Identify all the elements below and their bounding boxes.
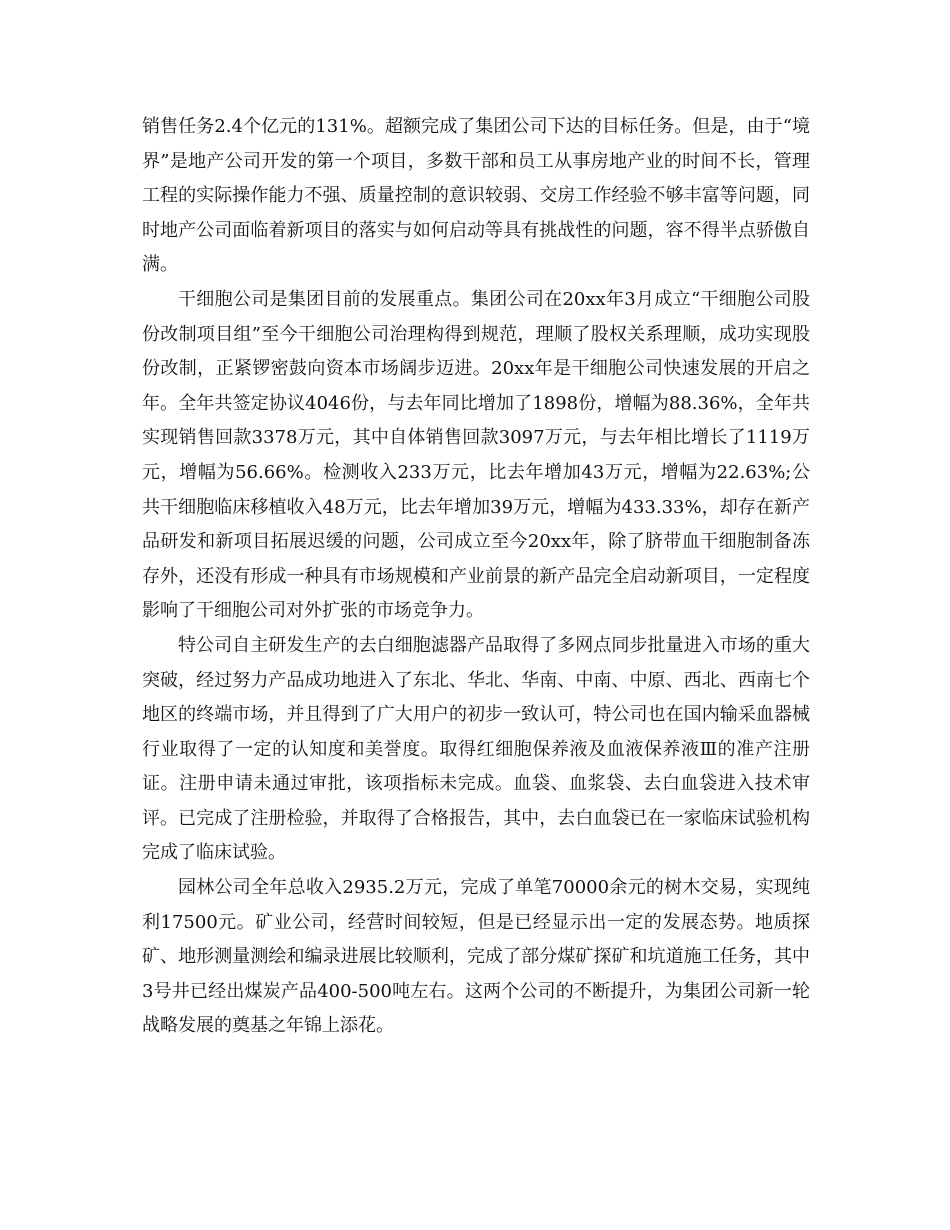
paragraph-1: 销售任务2.4个亿元的131%。超额完成了集团公司下达的目标任务。但是，由于“境界”是地产公司开发的第一个项目，多数干部和员工从事房地产业的时间不长，管理工程的实际操作能力不强、质量控制的意识较弱、交房工作经验不够丰富等问题，同时地产公司面临着新项目的落实与如何启动等具有挑战性的问题，容不得半点骄傲自满。 bbox=[142, 116, 810, 276]
paragraph-2: 干细胞公司是集团目前的发展重点。集团公司在20xx年3月成立“干细胞公司股份改制项目组”至今干细胞公司治理构得到规范，理顺了股权关系理顺，成功实现股份改制，正紧锣密鼓向资本市场阔步迈进。20xx年是干细胞公司快速发展的开启之年。全年共签定协议4046份，与去年同比增加了1898份，增幅为88.36%，全年共实现销售回款3378万元，其中自体销售回款3097万元，与去年相比增长了1119万元，增幅为56.66%。检测收入233万元，比去年增加43万元，增幅为22.63%;公共干细胞临床移植收入48万元，比去年增加39万元，增幅为433.33%，却存在新产品研发和新项目拓展迟缓的问题，公司成立至今20xx年，除了脐带血干细胞制备冻存外，还没有形成一种具有市场规模和产业前景的新产品完全启动新项目，一定程度影响了干细胞公司对外扩张的市场竞争力。 bbox=[142, 288, 810, 622]
document-page bbox=[142, 110, 810, 1044]
paragraph-4: 园林公司全年总收入2935.2万元，完成了单笔70000余元的树木交易，实现纯利17500元。矿业公司，经营时间较短，但是已经显示出一定的发展态势。地质探矿、地形测量测绘和编录进展比较顺利，完成了部分煤矿探矿和坑道施工任务，其中3号井已经出煤炭产品400-500吨左右。这两个公司的不断提升，为集团公司新一轮战略发展的奠基之年锦上添花。 bbox=[142, 877, 810, 1037]
paragraph-3: 特公司自主研发生产的去白细胞滤器产品取得了多网点同步批量进入市场的重大突破，经过努力产品成功地进入了东北、华北、华南、中南、中原、西北、西南七个地区的终端市场，并且得到了广大用户的初步一致认可，特公司也在国内输采血器械行业取得了一定的认知度和美誉度。取得红细胞保养液及血液保养液Ⅲ的准产注册证。注册申请未通过审批，该项指标未完成。血袋、血浆袋、去白血袋进入技术审评。已完成了注册检验，并取得了合格报告，其中，去白血袋已在一家临床试验机构完成了临床试验。 bbox=[142, 634, 810, 864]
